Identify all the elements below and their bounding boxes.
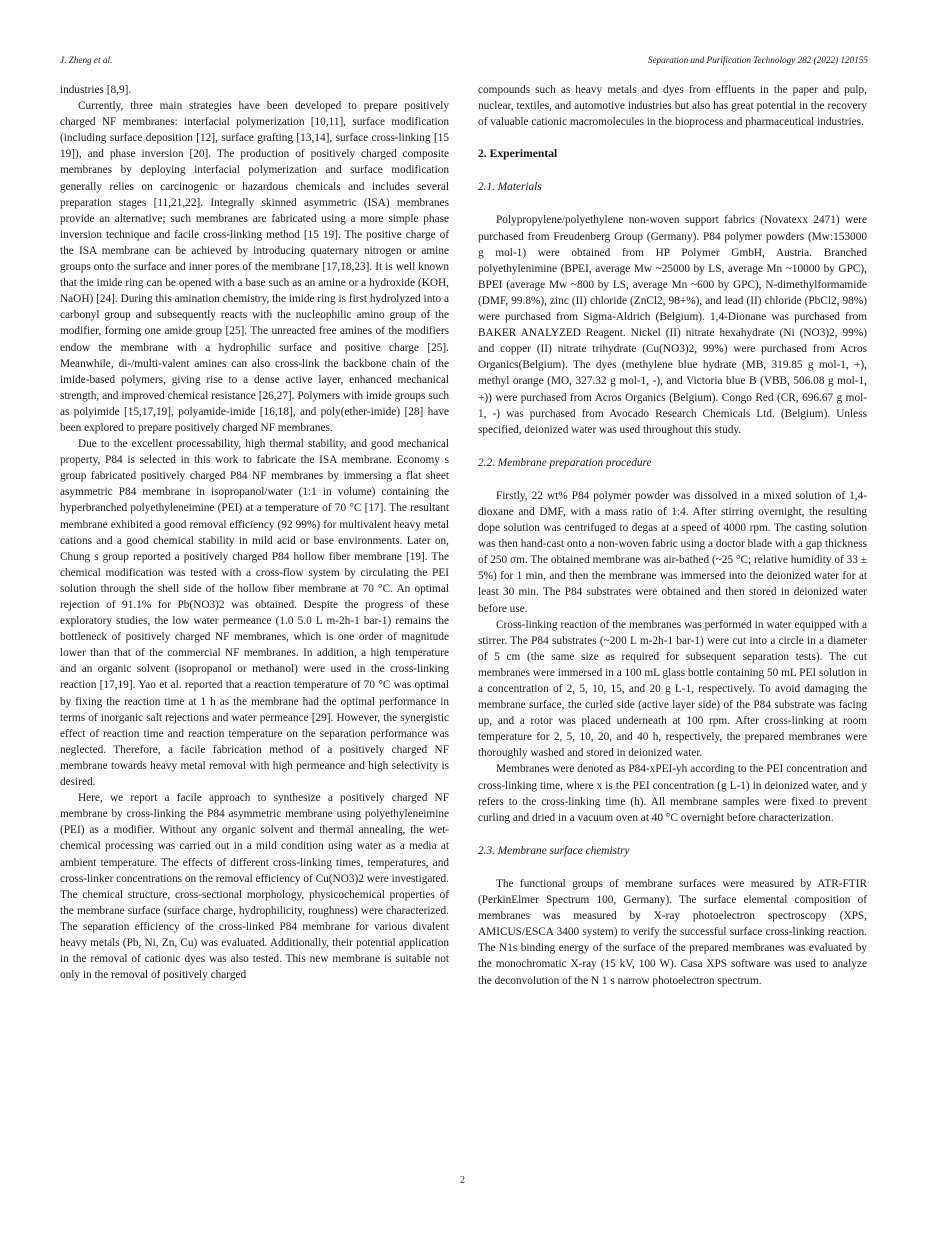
subsection-heading: 2.2. Membrane preparation procedure [478,456,652,469]
paragraph: The functional groups of membrane surfaces were measured by ATR-FTIR (PerkinElmer Spectrum 100, Germany). The surface elemental composition of membranes was measured by X-ray photoelectron spectroscopy (XPS, AMICUS/ESCA 3400 system) to verify the successful surface cross-linking reaction. The N1s binding energy of the surface of the prepared membranes was evaluated by the monochromatic X-ray (15 kV, 100 W). Casa XPS software was used to analyze the deconvolution of the N 1 s narrow photoelectron spectrum. [478,877,867,987]
left-column [60,82,449,983]
paragraph: Polypropylene/polyethylene non-woven support fabrics (Novatexx 2471) were purchased from Freudenberg Group (Germany). P84 polymer powders (Mw:153000 g mol-1) were obtained from HP Polymer GmbH, Austria. Branched polyethylenimine (BPEI, average Mw ~25000 by LS, average Mn ~10000 by GPC), BPEI (average Mw ~800 by LS, average Mn ~600 by GPC), N-dimethylformamide (DMF, 99.8%), zinc (II) chloride (ZnCl2, 98+%), and lead (II) chloride (PbCl2, 98%) were purchased from Sigma-Aldrich (Belgium). 1,4-Dionane was purchased from BAKER ANALYZED Reagent. Nickel (II) nitrate hexahydrate (Ni (NO3)2, 99%) and copper (II) nitrate trihydrate (Cu(NO3)2, 99%) were purchased from Acros Organics(Belgium). The dyes (methylene blue hydrate (MB, 319.85 g mol-1, +), methyl orange (MO, 327.32 g mol-1, -), and Victoria blue B (VBB, 506.08 g mol-1, +)) were purchased from Acros Organics (Belgium). Congo Red (CR, 696.67 g mol-1, -) was purchased from Avocado Research Chemicals Ltd. (Belgium). Unless specified, deionized water was used throughout this study. [478,214,867,436]
running-header [60,55,868,65]
subsection-heading: 2.1. Materials [478,181,542,194]
right-column [478,82,867,989]
paragraph: Due to the excellent processability, high thermal stability, and good mechanical property, P84 is selected in this work to fabricate the ISA membrane. Economy s group fabricated positively charged P84 NF membranes by immersing a flat sheet asymmetric P84 membrane in isopropanol/water (1:1 in volume) containing the hyperbranched polyethyleneimine (PEI) at a temperature of 70 °C [17]. The resultant membrane exhibited a good removal efficiency (92 99%) for multivalent heavy metal cations and a good chemical stability in mild acid or base environments. Later on, Chung s group reported a positively charged P84 hollow fiber membrane [19]. The chemical modification was tested with a cross-flow system by circulating the PEI solution through the shell side of the hollow fiber membrane at 70 °C. An optimal rejection of 91.1% for Pb(NO3)2 was obtained. Despite the progress of these exploratory studies, the low water permeance (1.0 5.0 L m-2h-1 bar-1) remains the bottleneck of positively charged NF membranes, which is one order of magnitude lower than that of the commercial NF membranes. In addition, a high temperature and an organic solvent (isopropanol or methanol) were used in the cross-linking reaction [17,19]. Yao et al. reported that a reaction temperature of 70 °C was optimal by fixing the reaction time at 1 h as the membrane had the optimal performance in terms of inorganic salt rejections and water permeance [29]. However, the synergistic effect of reaction time and reaction temperature on the separation performance was neglected. Therefore, a facile fabrication method of a positively charged NF membrane towards heavy metal removal with high permeance and high selectivity is desired. [60,438,449,789]
paragraph: Cross-linking reaction of the membranes was performed in water equipped with a stirrer. The P84 substrates (~200 L m-2h-1 bar-1) were cut into a circle in a diameter of 5 cm (the same size as required for subsequent separation tests). The cut membranes were immersed in a 100 mL glass bottle containing 50 mL PEI solution in a concentration of 2, 5, 10, 15, and 20 g L-1, respectively. To avoid damaging the membrane surface, the curled side (active layer side) of the P84 substrate was facing up, and a rotor was placed underneath at 100 rpm. After cross-linking at room temperature for 2, 5, 10, 20, and 40 h, respectively, the prepared membranes were thoroughly washed and stored in deionized water. [478,618,867,760]
paragraph: Membranes were denoted as P84-xPEI-yh according to the PEI concentration and cross-linking time, where x is the PEI concentration (g L-1) in deionized water, and y refers to the cross-linking time (h). All membrane samples were fixed to prevent curling and dried in a vacuum oven at 40 °C overnight before characterization. [478,763,867,824]
paragraph: compounds such as heavy metals and dyes from effluents in the paper and pulp, nuclear, textiles, and automotive industries but also has great potential in the recovery of valuable cationic macromolecules in the bioprocess and pharmaceutical industries. [478,84,867,129]
paragraph: Currently, three main strategies have been developed to prepare positively charged NF membranes: interfacial polymerization [10,11], surface modification (including surface deposition [12], surface grafting [13,14], surface cross-linking [15 19]), and phase inversion [20]. The production of positively charged composite membranes by deploying interfacial polymerization and surface modification generally relies on carcinogenic or hazardous chemicals and includes several preparation stages [11,21,22]. Integrally skinned asymmetric (ISA) membranes provide an alternative; such membranes are fabricated using a more simple phase inversion technique and facile cross-linking method [15 19]. The positive charge of the ISA membrane can be achieved by introducing quaternary nitrogen or amine groups onto the surface and inner pores of the membrane [17,18,23]. It is well known that the imide ring can be opened with a base such as an amine or a hydroxide (KOH, NaOH) [24]. During this amination chemistry, the imide ring is first hydrolyzed into a carbonyl group and subsequently reacts with the nucleophilic amino group of the modifier, forming one amide group [25]. The unreacted free amines of the modifiers endow the membrane with a hydrophilic surface and positive charge [25]. Meanwhile, di-/multi-valent amines can also cross-link the backbone chain of the imide-based polymers, giving rise to a dense active layer, enhanced mechanical strength, and improved chemical resistance [26,27]. Polymers with imide groups such as polyimide [15,17,19], polyamide-imide [16,18], and poly(ether-imide) [28] have been explored to prepare positively charged NF membranes. [60,100,449,434]
paragraph: Firstly, 22 wt% P84 polymer powder was dissolved in a mixed solution of 1,4-dioxane and DMF, with a mass ratio of 1:4. After stirring overnight, the resulting dope solution was centrifuged to degas at a speed of 4000 rpm. The casting solution was then hand-cast onto a non-woven fabric using a doctor blade with a gap thickness of 250 σm. The obtained membrane was air-bathed (~25 °C; relative humidity of 33 ± 5%) for 1 min, and then the membrane was immersed into the deionized water for at least 30 min. The P84 substrates were obtained and then stored in deionized water before use. [478,489,867,615]
paragraph: Here, we report a facile approach to synthesize a positively charged NF membrane by cross-linking the P84 asymmetric membrane using polyethyleneimine (PEI) as a modifier. Without any organic solvent and thermal annealing, the wet-chemical processing was carried out in a mild condition using water as a media at ambient temperature. The effects of different cross-linking times, temperatures, and cross-linker concentrations on the removal efficiency of Cu(NO3)2 were investigated. The chemical structure, cross-sectional morphology, physicochemical properties of the membrane surface (surface charge, hydrophilicity, roughness) were characterized. The separation efficiency of the cross-linked P84 membrane for various divalent heavy metals (Pb, Ni, Zn, Cu) was evaluated. Additionally, their potential application in the removal of cationic dyes was also tested. This new membrane is suitable not only in the removal of positively charged [60,792,449,982]
page-number: 2 [460,1175,465,1186]
header-authors: J. Zheng et al. [60,55,113,65]
section-heading: 2. Experimental [478,147,558,161]
header-journal: Separation and Purification Technology 282 (2022) 120155 [647,55,868,65]
subsection-heading: 2.3. Membrane surface chemistry [478,844,630,857]
paragraph: industries [8,9]. [60,84,132,96]
